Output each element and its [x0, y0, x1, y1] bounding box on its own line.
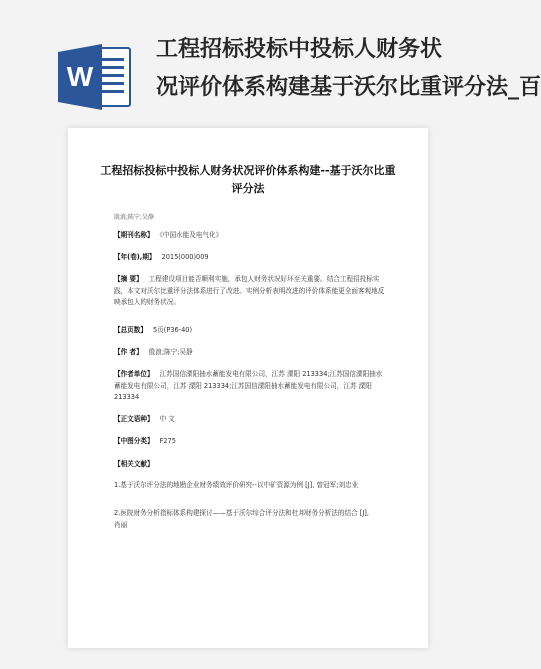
page-title-line-1: 工程招标投标中投标人财务状 [156, 37, 443, 62]
page-header [0, 0, 541, 118]
reference-item: 1.基于沃尔评分法的地勘企业财务绩效评价研究--以中矿资源为例 [J], 曾冠军;刘忠业 [114, 481, 359, 489]
field-value: 5页(P36-40) [152, 326, 193, 334]
field-label: 【期刊名称】 [114, 231, 154, 239]
field-label: 【中图分类】 [114, 437, 154, 445]
page-title-line-2: 况评价体系构建基于沃尔比重评分法_百 [156, 75, 541, 100]
field-label: 【作者单位】 [114, 370, 154, 378]
field-volume-issue [114, 252, 386, 264]
svg-text:W: W [66, 61, 94, 92]
field-authors [114, 347, 386, 359]
field-language [114, 414, 386, 426]
field-value: 殷浪;陈宁;吴静 [148, 348, 193, 356]
field-value: 中 文 [159, 415, 175, 423]
field-label: 【年(卷),期】 [114, 253, 156, 261]
field-classification [114, 436, 386, 448]
word-document-icon [58, 44, 132, 110]
field-value: 工程建设项目能否顺利实施，承包人财务状况好坏至关重要。结合工程招投标实践，本文对沃尔比重评分法体系进行了改进。实例分析表明改进的评价体系能更全面客观地反映承包人的财务状况。 [114, 275, 385, 306]
field-label: 【正文语种】 [114, 415, 154, 423]
field-abstract [114, 274, 386, 309]
field-page-count [114, 325, 386, 337]
field-label: 【总页数】 [114, 326, 147, 334]
document-page-preview [68, 128, 428, 648]
field-journal-name [114, 230, 386, 242]
field-affiliation [114, 369, 386, 404]
field-value: 2015(000)009 [161, 253, 209, 261]
field-value: 江苏国信溧阳抽水蓄能发电有限公司，江苏 溧阳 213334;江苏国信溧阳抽水蓄能发电有限公司，江苏 溧阳 213334;江苏国信溧阳抽水蓄能发电有限公司，江苏 溧阳 213334 [114, 370, 383, 401]
field-label: 【作 者】 [114, 348, 143, 356]
field-label: 【摘 要】 [114, 275, 143, 283]
field-value: 《中国水能及电气化》 [159, 231, 223, 239]
related-literature-heading: 【相关文献】 [114, 460, 154, 468]
document-authors: 殷浪;陈宁;吴静 [114, 214, 155, 221]
field-value: F275 [159, 437, 176, 445]
reference-item: 2.医院财务分析指标体系构建探讨——基于沃尔综合评分法和杜邦财务分析法的结合 [J], 肖丽 [114, 509, 369, 529]
document-title: 工程招标投标中投标人财务状况评价体系构建--基于沃尔比重评分法 [100, 164, 396, 195]
